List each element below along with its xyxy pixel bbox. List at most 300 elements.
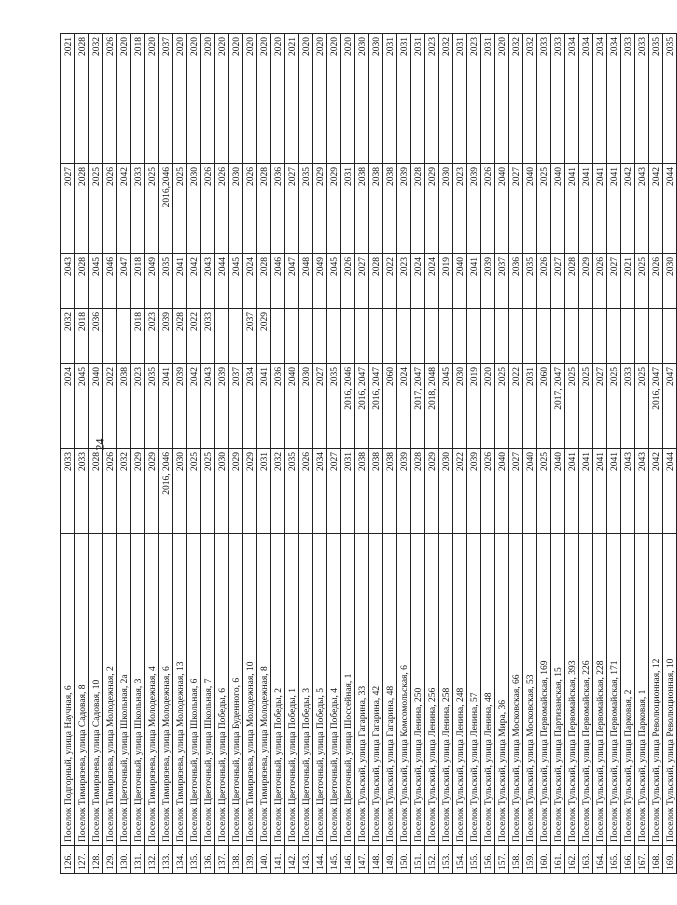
table-row (117, 34, 131, 874)
address-cell: Поселок Тимирязева, улица Садовая, 10 (89, 534, 103, 846)
year-cell-4: 2027 (355, 254, 369, 309)
year-cell-3 (369, 309, 383, 364)
address-cell: Поселок Тульский, улица Партизанская, 15 (551, 534, 565, 846)
year-cell-1: 2026 (481, 449, 495, 534)
year-cell-4: 2028 (565, 254, 579, 309)
row-number-cell: 159. (523, 846, 537, 874)
year-cell-3 (103, 309, 117, 364)
table-row (481, 34, 495, 874)
year-cell-1: 2029 (425, 449, 439, 534)
row-number-cell: 148. (369, 846, 383, 874)
page-number: 24 (92, 438, 107, 451)
address-cell: Поселок Тимирязева, улица Садовая, 8 (75, 534, 89, 846)
address-cell: Поселок Цветочный, улица Победы, 6 (215, 534, 229, 846)
year-cell-5: 2026 (201, 164, 215, 254)
address-cell: Поселок Цветочный, улица Победы, 4 (327, 534, 341, 846)
address-cell: Поселок Тульский, улица Революционная, 10 (663, 534, 677, 846)
row-number-cell: 147. (355, 846, 369, 874)
table-row (509, 34, 523, 874)
table-row (61, 34, 75, 874)
row-number-cell: 165. (607, 846, 621, 874)
address-cell: Поселок Тульский, улица Мира, 36 (495, 534, 509, 846)
year-cell-6: 2033 (537, 34, 551, 164)
year-cell-4: 2029 (579, 254, 593, 309)
year-cell-4: 2045 (327, 254, 341, 309)
row-number-cell: 163. (579, 846, 593, 874)
row-number-cell: 164. (593, 846, 607, 874)
year-cell-3 (593, 309, 607, 364)
row-number-cell: 133. (159, 846, 173, 874)
year-cell-3 (411, 309, 425, 364)
year-cell-4: 2041 (467, 254, 481, 309)
year-cell-5: 2027 (509, 164, 523, 254)
year-cell-2: 2016, 2047 (355, 364, 369, 449)
table-row (271, 34, 285, 874)
housing-schedule-table (60, 33, 677, 874)
table-row (89, 34, 103, 874)
address-cell: Поселок Тульский, улица Комсомольская, 6 (397, 534, 411, 846)
address-cell: Поселок Тульский, улица Ленина, 48 (481, 534, 495, 846)
year-cell-4: 2018 (131, 254, 145, 309)
year-cell-6: 2020 (495, 34, 509, 164)
year-cell-1: 2032 (271, 449, 285, 534)
year-cell-1: 2026 (299, 449, 313, 534)
address-cell: Поселок Тульский, улица Парковая, 2 (621, 534, 635, 846)
year-cell-5: 2040 (495, 164, 509, 254)
year-cell-4: 2035 (159, 254, 173, 309)
address-cell: Поселок Тульский, улица Московская, 53 (523, 534, 537, 846)
year-cell-3 (355, 309, 369, 364)
year-cell-2: 2017, 2047 (551, 364, 565, 449)
row-number-cell: 146. (341, 846, 355, 874)
year-cell-1: 2039 (467, 449, 481, 534)
year-cell-3 (215, 309, 229, 364)
address-cell: Поселок Тульский, улица Первомайская, 228 (593, 534, 607, 846)
year-cell-6: 2035 (649, 34, 663, 164)
address-cell: Поселок Цветочный, улица Победы, 3 (299, 534, 313, 846)
table-row (453, 34, 467, 874)
year-cell-3 (663, 309, 677, 364)
year-cell-3: 2023 (145, 309, 159, 364)
year-cell-3 (453, 309, 467, 364)
address-cell: Поселок Тульский, улица Гагарина, 42 (369, 534, 383, 846)
year-cell-5: 2038 (369, 164, 383, 254)
year-cell-2: 2040 (285, 364, 299, 449)
year-cell-3 (439, 309, 453, 364)
year-cell-6: 2033 (551, 34, 565, 164)
address-cell: Поселок Тульский, улица Первомайская, 171 (607, 534, 621, 846)
year-cell-6: 2034 (579, 34, 593, 164)
year-cell-1: 2033 (61, 449, 75, 534)
table-row (523, 34, 537, 874)
year-cell-5: 2041 (607, 164, 621, 254)
year-cell-6: 2021 (285, 34, 299, 164)
year-cell-4: 2030 (663, 254, 677, 309)
year-cell-4: 2049 (313, 254, 327, 309)
year-cell-4: 2045 (89, 254, 103, 309)
year-cell-5: 2030 (229, 164, 243, 254)
year-cell-6: 2031 (481, 34, 495, 164)
year-cell-5: 2027 (61, 164, 75, 254)
year-cell-4: 2025 (635, 254, 649, 309)
row-number-cell: 167. (635, 846, 649, 874)
address-cell: Поселок Тимирязева, улица Молодежная, 6 (159, 534, 173, 846)
year-cell-3 (523, 309, 537, 364)
year-cell-3: 2029 (257, 309, 271, 364)
row-number-cell: 156. (481, 846, 495, 874)
year-cell-6: 2032 (523, 34, 537, 164)
year-cell-3 (649, 309, 663, 364)
year-cell-4: 2042 (187, 254, 201, 309)
row-number-cell: 139. (243, 846, 257, 874)
year-cell-6: 2020 (117, 34, 131, 164)
year-cell-6: 2032 (439, 34, 453, 164)
year-cell-3: 2022 (187, 309, 201, 364)
year-cell-1: 2031 (257, 449, 271, 534)
table-row (75, 34, 89, 874)
year-cell-6: 2033 (635, 34, 649, 164)
year-cell-1: 2038 (383, 449, 397, 534)
table-row (327, 34, 341, 874)
year-cell-1: 2041 (565, 449, 579, 534)
year-cell-1: 2033 (75, 449, 89, 534)
year-cell-6: 2020 (215, 34, 229, 164)
year-cell-4: 2024 (243, 254, 257, 309)
year-cell-6: 2030 (369, 34, 383, 164)
year-cell-2: 2016, 2047 (649, 364, 663, 449)
table-row (257, 34, 271, 874)
year-cell-5: 2025 (145, 164, 159, 254)
row-number-cell: 151. (411, 846, 425, 874)
table-row (145, 34, 159, 874)
year-cell-2: 2045 (75, 364, 89, 449)
year-cell-1: 2034 (313, 449, 327, 534)
year-cell-1: 2027 (327, 449, 341, 534)
table-row (397, 34, 411, 874)
address-cell: Поселок Тимирязева, улица Молодежная, 4 (145, 534, 159, 846)
year-cell-2: 2020 (481, 364, 495, 449)
row-number-cell: 138. (229, 846, 243, 874)
year-cell-4: 2024 (411, 254, 425, 309)
address-cell: Поселок Тульский, улица Ленина, 258 (439, 534, 453, 846)
table-row (635, 34, 649, 874)
year-cell-4: 2047 (117, 254, 131, 309)
year-cell-6: 2032 (89, 34, 103, 164)
address-cell: Поселок Тимирязева, улица Молодежная, 10 (243, 534, 257, 846)
year-cell-5: 2029 (327, 164, 341, 254)
year-cell-6: 2020 (299, 34, 313, 164)
year-cell-4: 2046 (103, 254, 117, 309)
table-row (565, 34, 579, 874)
table-row (383, 34, 397, 874)
address-cell: Поселок Тульский, улица Гагарина, 33 (355, 534, 369, 846)
address-cell: Поселок Тульский, улица Парковая, 1 (635, 534, 649, 846)
year-cell-1: 2039 (397, 449, 411, 534)
year-cell-2: 2018, 2048 (425, 364, 439, 449)
table-body (61, 34, 677, 874)
year-cell-6: 2020 (243, 34, 257, 164)
year-cell-1: 2041 (607, 449, 621, 534)
year-cell-2: 2041 (257, 364, 271, 449)
year-cell-2: 2041 (159, 364, 173, 449)
year-cell-3: 2037 (243, 309, 257, 364)
table-row (201, 34, 215, 874)
year-cell-6: 2020 (327, 34, 341, 164)
address-cell: Поселок Тульский, улица Ленина, 250 (411, 534, 425, 846)
year-cell-4: 2022 (383, 254, 397, 309)
year-cell-5: 2025 (89, 164, 103, 254)
year-cell-2: 2042 (187, 364, 201, 449)
year-cell-1: 2025 (187, 449, 201, 534)
address-cell: Поселок Цветочный, улица Школьная, 7 (201, 534, 215, 846)
table-row (173, 34, 187, 874)
year-cell-2: 2060 (383, 364, 397, 449)
year-cell-4: 2035 (523, 254, 537, 309)
year-cell-3: 2018 (75, 309, 89, 364)
table-row (495, 34, 509, 874)
row-number-cell: 141. (271, 846, 285, 874)
year-cell-2: 2035 (145, 364, 159, 449)
year-cell-3 (537, 309, 551, 364)
year-cell-6: 2030 (355, 34, 369, 164)
year-cell-2: 2027 (593, 364, 607, 449)
year-cell-5: 2030 (187, 164, 201, 254)
year-cell-1: 2032 (117, 449, 131, 534)
year-cell-1: 2029 (243, 449, 257, 534)
row-number-cell: 142. (285, 846, 299, 874)
row-number-cell: 131. (131, 846, 145, 874)
table-row (579, 34, 593, 874)
year-cell-2: 2022 (103, 364, 117, 449)
year-cell-3 (467, 309, 481, 364)
row-number-cell: 158. (509, 846, 523, 874)
year-cell-3 (425, 309, 439, 364)
year-cell-6: 2023 (425, 34, 439, 164)
year-cell-6: 2020 (257, 34, 271, 164)
address-cell: Поселок Тульский, улица Революционная, 12 (649, 534, 663, 846)
address-cell: Поселок Тимирязева, улица Молодежная, 8 (257, 534, 271, 846)
year-cell-5: 2042 (649, 164, 663, 254)
year-cell-3 (565, 309, 579, 364)
row-number-cell: 153. (439, 846, 453, 874)
year-cell-5: 2033 (131, 164, 145, 254)
year-cell-4: 2045 (229, 254, 243, 309)
year-cell-6: 2020 (341, 34, 355, 164)
row-number-cell: 127. (75, 846, 89, 874)
table-row (537, 34, 551, 874)
year-cell-2: 2030 (299, 364, 313, 449)
year-cell-6: 2037 (159, 34, 173, 164)
year-cell-2: 2033 (621, 364, 635, 449)
year-cell-6: 2020 (271, 34, 285, 164)
year-cell-5: 2028 (257, 164, 271, 254)
year-cell-3 (341, 309, 355, 364)
row-number-cell: 168. (649, 846, 663, 874)
address-cell: Поселок Тульский, улица Первомайская, 393 (565, 534, 579, 846)
year-cell-3: 2018 (131, 309, 145, 364)
year-cell-5: 2023 (453, 164, 467, 254)
year-cell-4: 2019 (439, 254, 453, 309)
year-cell-1: 2040 (551, 449, 565, 534)
year-cell-6: 2020 (187, 34, 201, 164)
year-cell-2: 2016, 2046 (341, 364, 355, 449)
year-cell-5: 2030 (439, 164, 453, 254)
year-cell-5: 2016,2046 (159, 164, 173, 254)
year-cell-1: 2029 (145, 449, 159, 534)
year-cell-4: 2026 (537, 254, 551, 309)
year-cell-1: 2043 (635, 449, 649, 534)
year-cell-2: 2025 (607, 364, 621, 449)
address-cell: Поселок Тульский, улица Первомайская, 226 (579, 534, 593, 846)
table-row (621, 34, 635, 874)
year-cell-3 (551, 309, 565, 364)
year-cell-4: 2048 (299, 254, 313, 309)
year-cell-4: 2026 (341, 254, 355, 309)
year-cell-5: 2042 (117, 164, 131, 254)
address-cell: Поселок Тульский, улица Ленина, 256 (425, 534, 439, 846)
year-cell-3 (509, 309, 523, 364)
table-row (103, 34, 117, 874)
year-cell-4: 2027 (607, 254, 621, 309)
year-cell-5: 2040 (523, 164, 537, 254)
year-cell-3 (621, 309, 635, 364)
year-cell-1: 2044 (663, 449, 677, 534)
row-number-cell: 161. (551, 846, 565, 874)
year-cell-2: 2039 (215, 364, 229, 449)
year-cell-4: 2039 (481, 254, 495, 309)
year-cell-1: 2035 (285, 449, 299, 534)
year-cell-5: 2044 (663, 164, 677, 254)
row-number-cell: 135. (187, 846, 201, 874)
year-cell-2: 2036 (271, 364, 285, 449)
year-cell-6: 2028 (75, 34, 89, 164)
year-cell-3 (481, 309, 495, 364)
row-number-cell: 130. (117, 846, 131, 874)
year-cell-3: 2032 (61, 309, 75, 364)
year-cell-3 (327, 309, 341, 364)
year-cell-6: 2034 (565, 34, 579, 164)
row-number-cell: 126. (61, 846, 75, 874)
year-cell-6: 2034 (593, 34, 607, 164)
year-cell-2: 2047 (663, 364, 677, 449)
row-number-cell: 137. (215, 846, 229, 874)
year-cell-4: 2040 (453, 254, 467, 309)
year-cell-6: 2033 (621, 34, 635, 164)
year-cell-6: 2020 (313, 34, 327, 164)
year-cell-5: 2039 (397, 164, 411, 254)
year-cell-1: 2030 (439, 449, 453, 534)
year-cell-5: 2028 (75, 164, 89, 254)
address-cell: Поселок Цветочный, улица Школьная, 3 (131, 534, 145, 846)
year-cell-3 (229, 309, 243, 364)
row-number-cell: 155. (467, 846, 481, 874)
year-cell-5: 2026 (215, 164, 229, 254)
year-cell-1: 2030 (173, 449, 187, 534)
year-cell-2: 2017, 2047 (411, 364, 425, 449)
address-cell: Поселок Тульский, улица Ленина, 248 (453, 534, 467, 846)
address-cell: Поселок Цветочный, улица Победы, 2 (271, 534, 285, 846)
year-cell-6: 2020 (145, 34, 159, 164)
table-row (285, 34, 299, 874)
year-cell-6: 2034 (607, 34, 621, 164)
address-cell: Поселок Цветочный, улица Буденного, 6 (229, 534, 243, 846)
year-cell-3: 2039 (159, 309, 173, 364)
year-cell-5: 2026 (243, 164, 257, 254)
year-cell-3 (383, 309, 397, 364)
address-cell: Поселок Цветочный, улица Школьная, 2а (117, 534, 131, 846)
year-cell-3: 2028 (173, 309, 187, 364)
year-cell-5: 2026 (103, 164, 117, 254)
year-cell-2: 2016, 2047 (369, 364, 383, 449)
year-cell-4: 2044 (215, 254, 229, 309)
table-row (467, 34, 481, 874)
year-cell-5: 2041 (579, 164, 593, 254)
year-cell-1: 2040 (523, 449, 537, 534)
year-cell-2: 2060 (537, 364, 551, 449)
year-cell-4: 2023 (397, 254, 411, 309)
year-cell-3 (607, 309, 621, 364)
year-cell-6: 2023 (467, 34, 481, 164)
year-cell-6: 2020 (173, 34, 187, 164)
year-cell-2: 2024 (61, 364, 75, 449)
year-cell-4: 2043 (201, 254, 215, 309)
year-cell-4: 2047 (285, 254, 299, 309)
year-cell-5: 2025 (537, 164, 551, 254)
year-cell-3: 2033 (201, 309, 215, 364)
year-cell-5: 2025 (173, 164, 187, 254)
row-number-cell: 166. (621, 846, 635, 874)
year-cell-1: 2025 (537, 449, 551, 534)
row-number-cell: 128. (89, 846, 103, 874)
year-cell-5: 2039 (467, 164, 481, 254)
table-row (649, 34, 663, 874)
year-cell-2: 2037 (229, 364, 243, 449)
year-cell-2: 2043 (201, 364, 215, 449)
year-cell-3 (495, 309, 509, 364)
year-cell-5: 2043 (635, 164, 649, 254)
year-cell-2: 2025 (579, 364, 593, 449)
year-cell-3 (271, 309, 285, 364)
year-cell-2: 2030 (453, 364, 467, 449)
year-cell-4: 2028 (75, 254, 89, 309)
row-number-cell: 149. (383, 846, 397, 874)
year-cell-4: 2046 (271, 254, 285, 309)
year-cell-1: 2027 (509, 449, 523, 534)
year-cell-1: 2030 (215, 449, 229, 534)
year-cell-2: 2024 (397, 364, 411, 449)
table-row (131, 34, 145, 874)
table-row (299, 34, 313, 874)
table-row (663, 34, 677, 874)
year-cell-2: 2022 (509, 364, 523, 449)
year-cell-1: 2028 (89, 449, 103, 534)
row-number-cell: 152. (425, 846, 439, 874)
year-cell-1: 2043 (621, 449, 635, 534)
year-cell-1: 2031 (341, 449, 355, 534)
year-cell-1: 2025 (201, 449, 215, 534)
address-cell: Поселок Тульский, улица Первомайская, 169 (537, 534, 551, 846)
address-cell: Поселок Цветочный, улица Школьная, 6 (187, 534, 201, 846)
year-cell-5: 2029 (425, 164, 439, 254)
year-cell-4: 2041 (173, 254, 187, 309)
year-cell-6: 2020 (229, 34, 243, 164)
year-cell-6: 2020 (201, 34, 215, 164)
year-cell-3 (299, 309, 313, 364)
year-cell-5: 2038 (355, 164, 369, 254)
year-cell-4: 2026 (649, 254, 663, 309)
year-cell-6: 2018 (131, 34, 145, 164)
year-cell-5: 2041 (593, 164, 607, 254)
